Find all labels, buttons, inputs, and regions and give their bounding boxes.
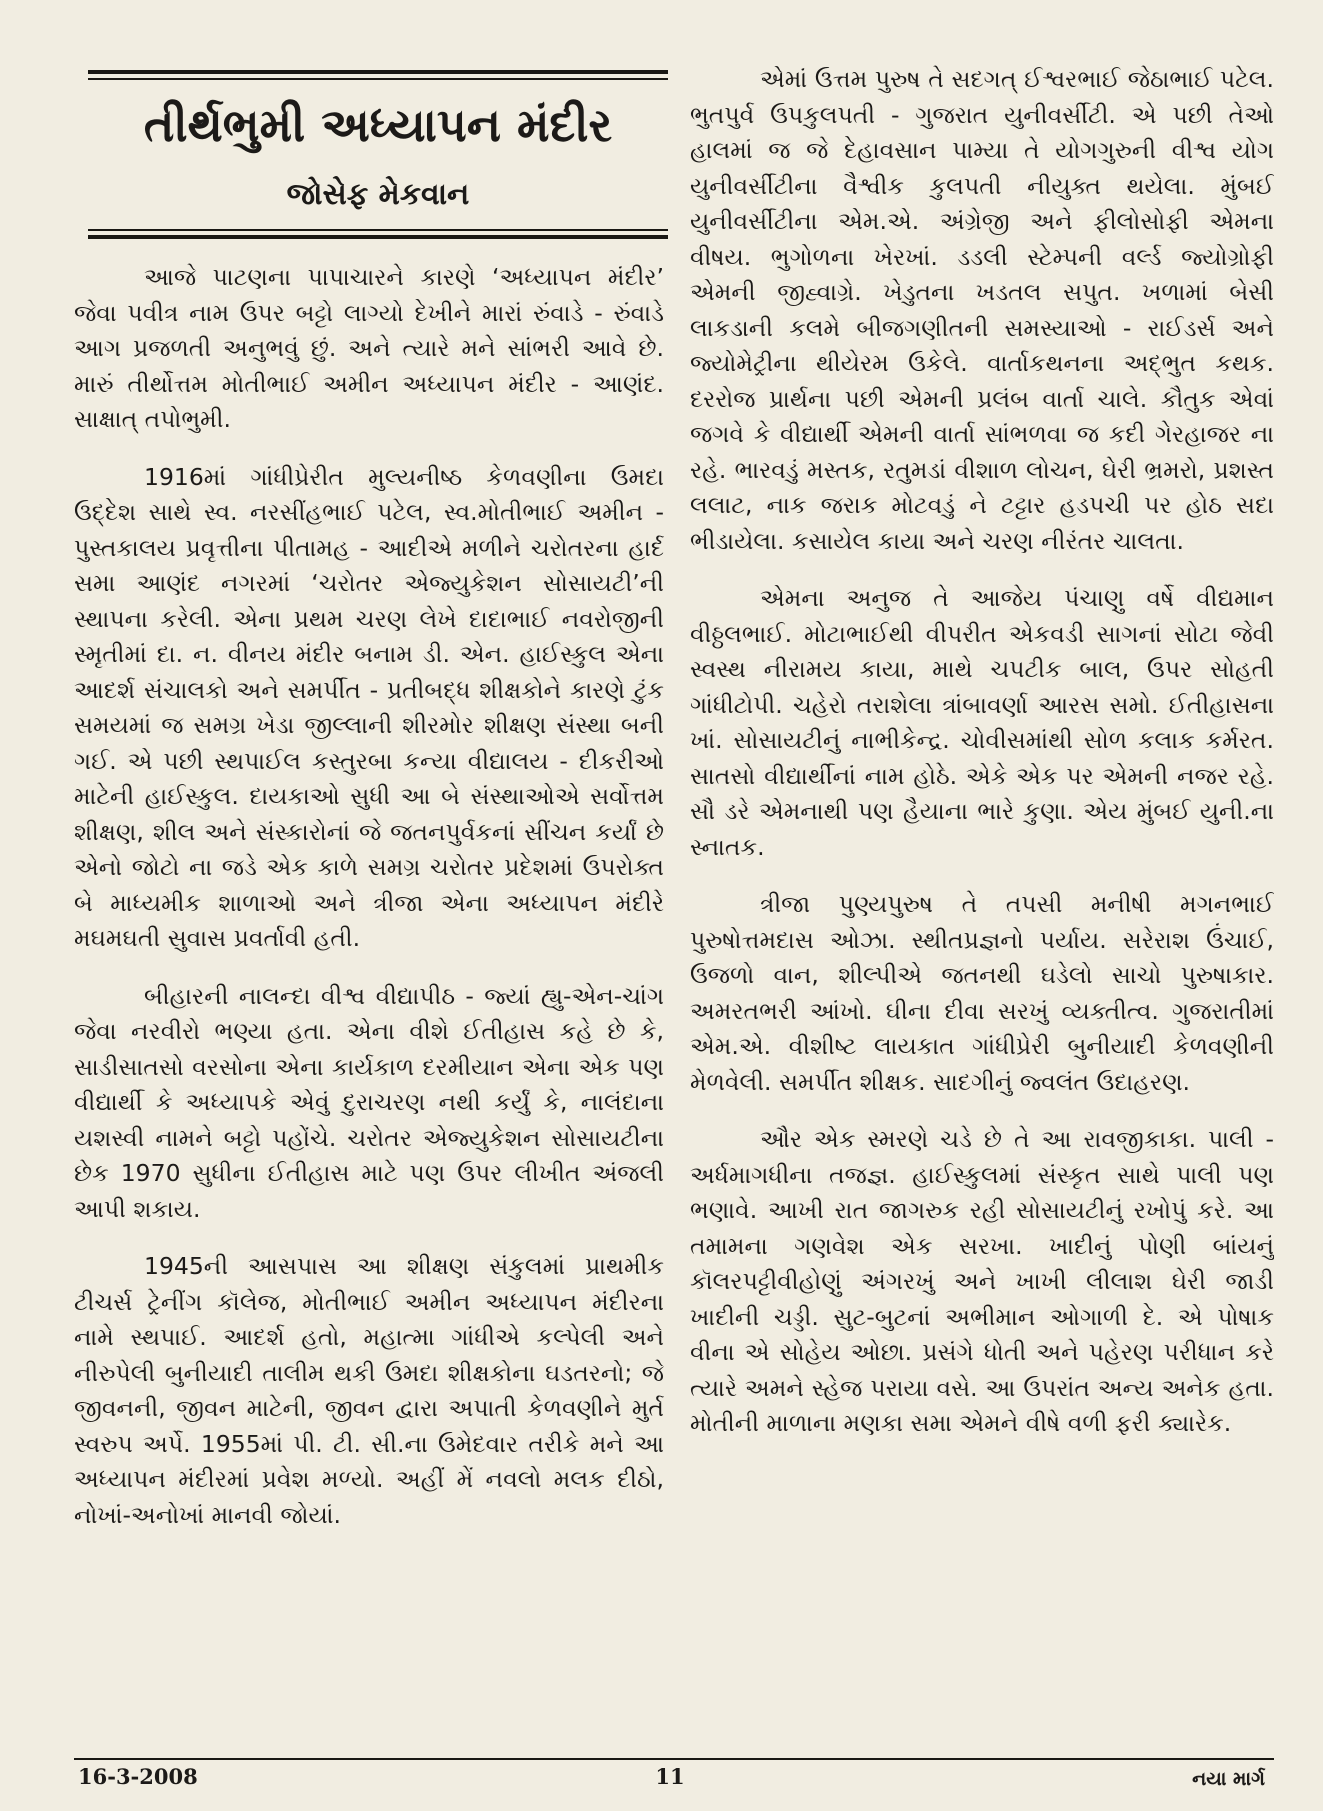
paragraph: આજે પાટણના પાપાચારને કારણે ‘અધ્યાપન મંદીર’ જેવા પવીત્ર નામ ઉપર બટ્ટો લાગ્યો દેખીને મારાં રુંવાડે - રુંવાડે આગ પ્રજળતી અનુભવું છું. અને ત્યારે મને સાંભરી આવે છે. મારું તીર્થોત્તમ મોતીભાઈ અમીન અધ્યાપન મંદીર - આણંદ. સાક્ષાત્ તપોભુમી. — [74, 263, 664, 433]
byline-bottom-rule-thin — [88, 229, 668, 231]
magazine-name: નયા માર્ગ — [1192, 1768, 1265, 1790]
paragraph: 1916માં ગાંધીપ્રેરીત મુલ્યનીષ્ઠ કેળવણીના ઉમદા ઉદ્દેશ સાથે સ્વ. નરસીંહભાઈ પટેલ, સ્વ.મોતીભાઈ અમીન - પુસ્તકાલય પ્રવૃત્તીના પીતામહ - આદીએ મળીને ચરોતરના હાર્દ સમા આણંદ નગરમાં ‘ચરોતર એજ્યુકેશન સોસાયટી’ની સ્થાપના કરેલી. એના પ્રથમ ચરણ લેખે દાદાભાઈ નવરોજીની સ્મૃતીમાં દા. ન. વીનય મંદીર બનામ ડી. એન. હાઈસ્કુલ એના આદર્શ સંચાલકો અને સમર્પીત - પ્રતીબદ્ધ શીક્ષકોને કારણે ટુંક સમયમાં જ સમગ્ર ખેડા જીલ્લાની શીરમોર શીક્ષણ સંસ્થા બની ગઈ. એ પછી સ્થપાઈલ કસ્તુરબા કન્યા વીદ્યાલય - દીકરીઓ માટેની હાઈસ્કુલ. દાયકાઓ સુધી આ બે સંસ્થાઓએ સર્વોત્તમ શીક્ષણ, શીલ અને સંસ્કારોનાં જે જતનપુર્વકનાં સીંચન કર્યાં છે એનો જોટો ના જડે એક કાળે સમગ્ર ચરોતર પ્રદેશમાં ઉપરોક્ત બે માધ્યમીક શાળાઓ અને ત્રીજા એના અધ્યાપન મંદીરે મઘમઘતી સુવાસ પ્રવર્તાવી હતી. — [74, 462, 664, 952]
footer-rule — [74, 1758, 1274, 1760]
page-number: 11 — [655, 1764, 685, 1789]
paragraph: એમના અનુજ તે આજેય પંચાણુ વર્ષે વીદ્યમાન વીઠ્ઠલભાઈ. મોટાભાઈથી વીપરીત એકવડી સાગનાં સોટા જેવી સ્વસ્થ નીરામય કાયા, માથે ચપટીક બાલ, ઉપર સોહતી ગાંધીટોપી. ચહેરો તરાશેલા ત્રાંબાવર્ણા આરસ સમો. ઈતીહાસના ખાં. સોસાયટીનું નાભીકેન્દ્ર. ચોવીસમાંથી સોળ કલાક કર્મરત. સાતસો વીદ્યાર્થીનાં નામ હોઠે. એકે એક પર એમની નજર રહે. સૌ ડરે એમનાથી પણ હૈયાના ભારે કુણા. એય મુંબઈ યુની.ના સ્નાતક. — [690, 584, 1274, 861]
article-author: જોસેફ મેકવાન — [286, 177, 470, 212]
footer-date: 16-3-2008 — [78, 1764, 198, 1789]
paragraph: બીહારની નાલન્દા વીશ્વ વીદ્યાપીઠ - જ્યાં હ્યુ-એન-ચાંગ જેવા નરવીરો ભણ્યા હતા. એના વીશે ઈતીહાસ કહે છે કે, સાડીસાતસો વરસોના એના કાર્યકાળ દરમીયાન એના એક પણ વીદ્યાર્થી કે અધ્યાપકે એવું દુરાચરણ નથી કર્યું કે, નાલંદાના યશસ્વી નામને બટ્ટો પહોંચે. ચરોતર એજ્યુકેશન સોસાયટીના છેક 1970 સુધીના ઈતીહાસ માટે પણ ઉપર લીખીત અંજલી આપી શકાય. — [74, 981, 664, 1223]
title-top-rule-thin — [88, 78, 668, 80]
right-column — [690, 62, 1274, 1762]
paragraph: ત્રીજા પુણ્યપુરુષ તે તપસી મનીષી મગનભાઈ પુરુષોત્તમદાસ ઓઝા. સ્થીતપ્રજ્ઞનો પર્યાય. સરેરાશ ઉંચાઈ, ઉજળો વાન, શીલ્પીએ જતનથી ઘડેલો સાચો પુરુષાકાર. અમરતભરી આંખો. ઘીના દીવા સરખું વ્યક્તીત્વ. ગુજરાતીમાં એમ.એ. વીશીષ્ટ લાયકાત ગાંધીપ્રેરી બુનીયાદી કેળવણીની મેળવેલી. સમર્પીત શીક્ષક. સાદગીનું જ્વલંત ઉદાહરણ. — [690, 890, 1274, 1096]
title-top-rule — [88, 70, 668, 74]
article-title: તીર્થભુમી અધ્યાપન મંદીર — [143, 98, 613, 152]
paragraph: ઔર એક સ્મરણે ચડે છે તે આ રાવજીકાકા. પાલી - અર્ધમાગધીના તજજ્ઞ. હાઈસ્કુલમાં સંસ્કૃત સાથે પાલી પણ ભણાવે. આખી રાત જાગરુક રહી સોસાયટીનું રખોપું કરે. આ તમામના ગણવેશ એક સરખા. ખાદીનું પોણી બાંયનું કૉલરપટ્ટીવીહોણું અંગરખું અને ખાખી લીલાશ ઘેરી જાડી ખાદીની ચડ્ડી. સુટ-બુટનાં અભીમાન ઓગાળી દે. એ પોષાક વીના એ સોહેય ઓછા. પ્રસંગે ધોતી અને પહેરણ પરીધાન કરે ત્યારે અમને સ્હેજ પરાયા વસે. આ ઉપરાંત અન્ય અનેક હતા. મોતીની માળાના મણકા સમા એમને વીષે વળી ફરી ક્યારેક. — [690, 1125, 1274, 1437]
paragraph: એમાં ઉત્તમ પુરુષ તે સદગત્ ઈશ્વરભાઈ જેઠાભાઈ પટેલ. ભુતપુર્વ ઉપકુલપતી - ગુજરાત યુનીવર્સીટી. એ પછી તેઓ હાલમાં જ જે દેહાવસાન પામ્યા તે યોગગુરુની વીશ્વ યોગ યુનીવર્સીટીના વૈશ્વીક કુલપતી નીયુક્ત થયેલા. મુંબઈ યુનીવર્સીટીના એમ.એ. અંગ્રેજી અને ફીલોસોફી એમના વીષય. ભુગોળના ખેરખાં. ડડલી સ્ટેમ્પની વર્લ્ડ જ્યોગ્રોફી એમની જીહ્વાગ્રે. ખેડુતના ખડતલ સપુત. ખળામાં બેસી લાકડાની કલમે બીજગણીતની સમસ્યાઓ - રાઈડર્સ અને જ્યોમેટ્રીના થીયેરમ ઉકેલે. વાર્તાકથનના અદ્ભુત કથક. દરરોજ પ્રાર્થના પછી એમની પ્રલંબ વાર્તા ચાલે. કૌતુક એવાં જગવે કે વીદ્યાર્થી એમની વાર્તા સાંભળવા જ કદી ગેરહાજર ના રહે. ભારવડું મસ્તક, રતુમડાં વીશાળ લોચન, ઘેરી ભ્રમરો, પ્રશસ્ત લલાટ, નાક જરાક મોટવડું ને ટટ્ટાર હડપચી પર હોઠ સદા ભીડાયેલા. કસાયેલ કાયા અને ચરણ નીરંતર ચાલતા. — [690, 65, 1274, 555]
paragraph: 1945ની આસપાસ આ શીક્ષણ સંકુલમાં પ્રાથમીક ટીચર્સ ટ્રેનીંગ કૉલેજ, મોતીભાઈ અમીન અધ્યાપન મંદીરના નામે સ્થપાઈ. આદર્શ હતો, મહાત્મા ગાંધીએ કલ્પેલી અને નીરુપેલી બુનીયાદી તાલીમ થકી ઉમદા શીક્ષકોના ઘડતરનો; જે જીવનની, જીવન માટેની, જીવન દ્વારા અપાતી કેળવણીને મુર્ત સ્વરુપ અર્પે. 1955માં પી. ટી. સી.ના ઉમેદવાર તરીકે મને આ અધ્યાપન મંદીરમાં પ્રવેશ મળ્યો. અહીં મેં નવલો મલક દીઠો, નોખાં-અનોખાં માનવી જોયાં. — [74, 1252, 664, 1529]
left-column — [74, 260, 664, 1690]
byline-bottom-rule — [88, 235, 668, 239]
